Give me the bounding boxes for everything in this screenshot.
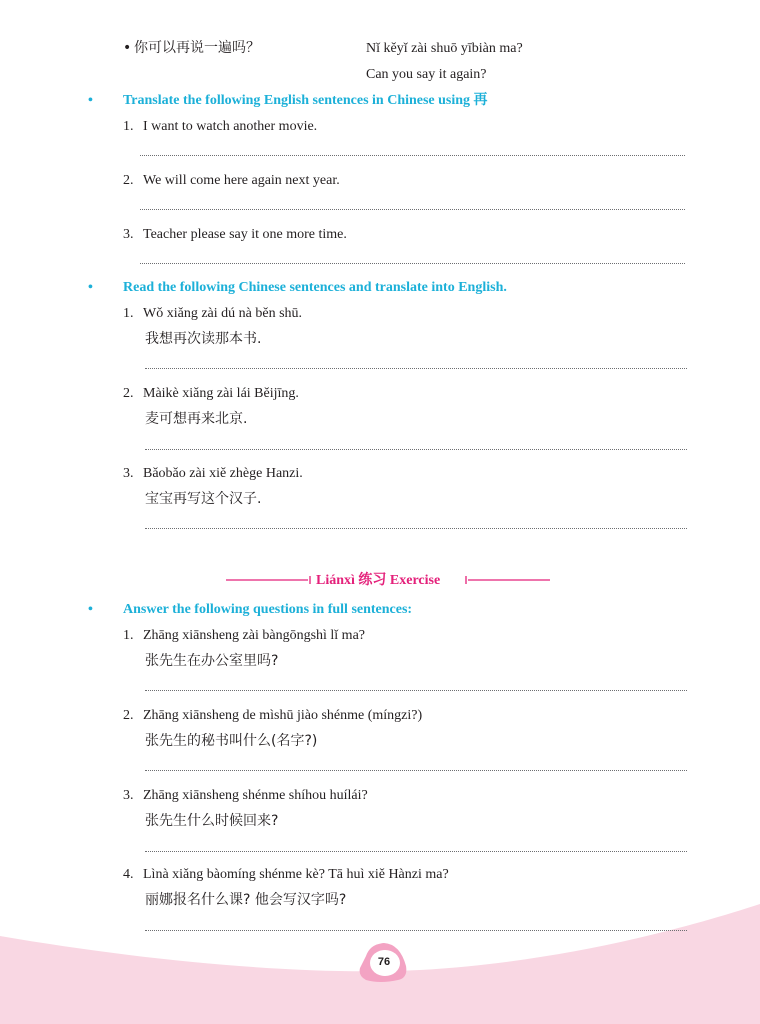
intro-pinyin: Nǐ kěyǐ zài shuō yībiàn ma? — [366, 41, 523, 56]
section2-item-1 — [123, 305, 302, 323]
item-text: We will come here again next year. — [143, 173, 340, 188]
intro-english: Can you say it again? — [366, 67, 487, 82]
item-pinyin: Lìnà xiǎng bàomíng shénme kè? Tā huì xiě Hànzi ma? — [143, 867, 449, 882]
item-number: 2. — [123, 173, 134, 188]
answer-line[interactable] — [140, 209, 685, 210]
item-number: 3. — [123, 227, 134, 242]
answer-line[interactable] — [140, 155, 685, 156]
page-number: 76 — [377, 956, 391, 968]
section2-bullet: • — [88, 280, 93, 295]
section3-item-2-hanzi: 张先生的秘书叫什么(名字?) — [145, 733, 318, 749]
section3-bullet: • — [88, 602, 93, 617]
section2-heading: Read the following Chinese sentences and translate into English. — [123, 280, 507, 295]
item-number: 3. — [123, 466, 134, 481]
answer-line[interactable] — [145, 449, 687, 450]
exercise-title — [226, 571, 550, 589]
section3-item-3 — [123, 787, 368, 805]
section1-item-1 — [123, 118, 317, 136]
section3-item-1-hanzi: 张先生在办公室里吗? — [145, 653, 279, 669]
item-pinyin: Zhāng xiānsheng shénme shíhou huílái? — [143, 788, 368, 803]
title-rule-left — [226, 571, 314, 589]
section2-item-2 — [123, 385, 299, 403]
item-pinyin: Màikè xiǎng zài lái Běijīng. — [143, 386, 299, 401]
item-text: Teacher please say it one more time. — [143, 227, 347, 242]
item-number: 1. — [123, 119, 134, 134]
section3-item-3-hanzi: 张先生什么时候回来? — [145, 813, 279, 829]
section3-heading: Answer the following questions in full sentences: — [123, 602, 413, 617]
intro-bullet: • — [123, 40, 132, 56]
section3-item-4 — [123, 866, 449, 884]
section1-heading: Translate the following English sentences in Chinese using 再 — [123, 93, 488, 108]
answer-line[interactable] — [140, 263, 685, 264]
exercise-title-text — [316, 571, 440, 590]
item-number: 1. — [123, 306, 134, 321]
item-number: 1. — [123, 628, 134, 643]
exercise-pinyin: Liánxì — [316, 573, 355, 588]
section1-item-3 — [123, 226, 347, 244]
item-pinyin: Wǒ xiǎng zài dú nà běn shū. — [143, 306, 303, 321]
answer-line[interactable] — [145, 930, 687, 931]
section1-item-2 — [123, 172, 340, 190]
title-rule-right — [464, 571, 550, 589]
item-pinyin: Zhāng xiānsheng de mìshū jiào shénme (míngzi?) — [143, 708, 423, 723]
page-number-badge — [356, 940, 412, 986]
section2-item-2-hanzi: 麦可想再来北京. — [145, 411, 248, 427]
item-number: 3. — [123, 788, 134, 803]
answer-line[interactable] — [145, 528, 687, 529]
item-number: 2. — [123, 386, 134, 401]
section2-item-3 — [123, 465, 303, 483]
answer-line[interactable] — [145, 368, 687, 369]
section2-item-1-hanzi: 我想再次读那本书. — [145, 331, 262, 347]
answer-line[interactable] — [145, 690, 687, 691]
answer-line[interactable] — [145, 851, 687, 852]
exercise-hanzi: 练习 — [358, 572, 387, 588]
item-pinyin: Zhāng xiānsheng zài bàngōngshì lǐ ma? — [143, 628, 365, 643]
item-text: I want to watch another movie. — [143, 119, 318, 134]
section3-item-2 — [123, 707, 422, 725]
item-number: 4. — [123, 867, 134, 882]
item-pinyin: Bǎobǎo zài xiě zhège Hanzi. — [143, 466, 303, 481]
section1-bullet: • — [88, 93, 93, 108]
answer-line[interactable] — [145, 770, 687, 771]
item-number: 2. — [123, 708, 134, 723]
intro-chinese: 你可以再说一遍吗？ — [134, 40, 260, 56]
section2-item-3-hanzi: 宝宝再写这个汉子. — [145, 491, 262, 507]
exercise-english: Exercise — [389, 573, 441, 588]
section3-item-4-hanzi: 丽娜报名什么课? 他会写汉字吗? — [145, 892, 347, 908]
section3-item-1 — [123, 627, 365, 645]
